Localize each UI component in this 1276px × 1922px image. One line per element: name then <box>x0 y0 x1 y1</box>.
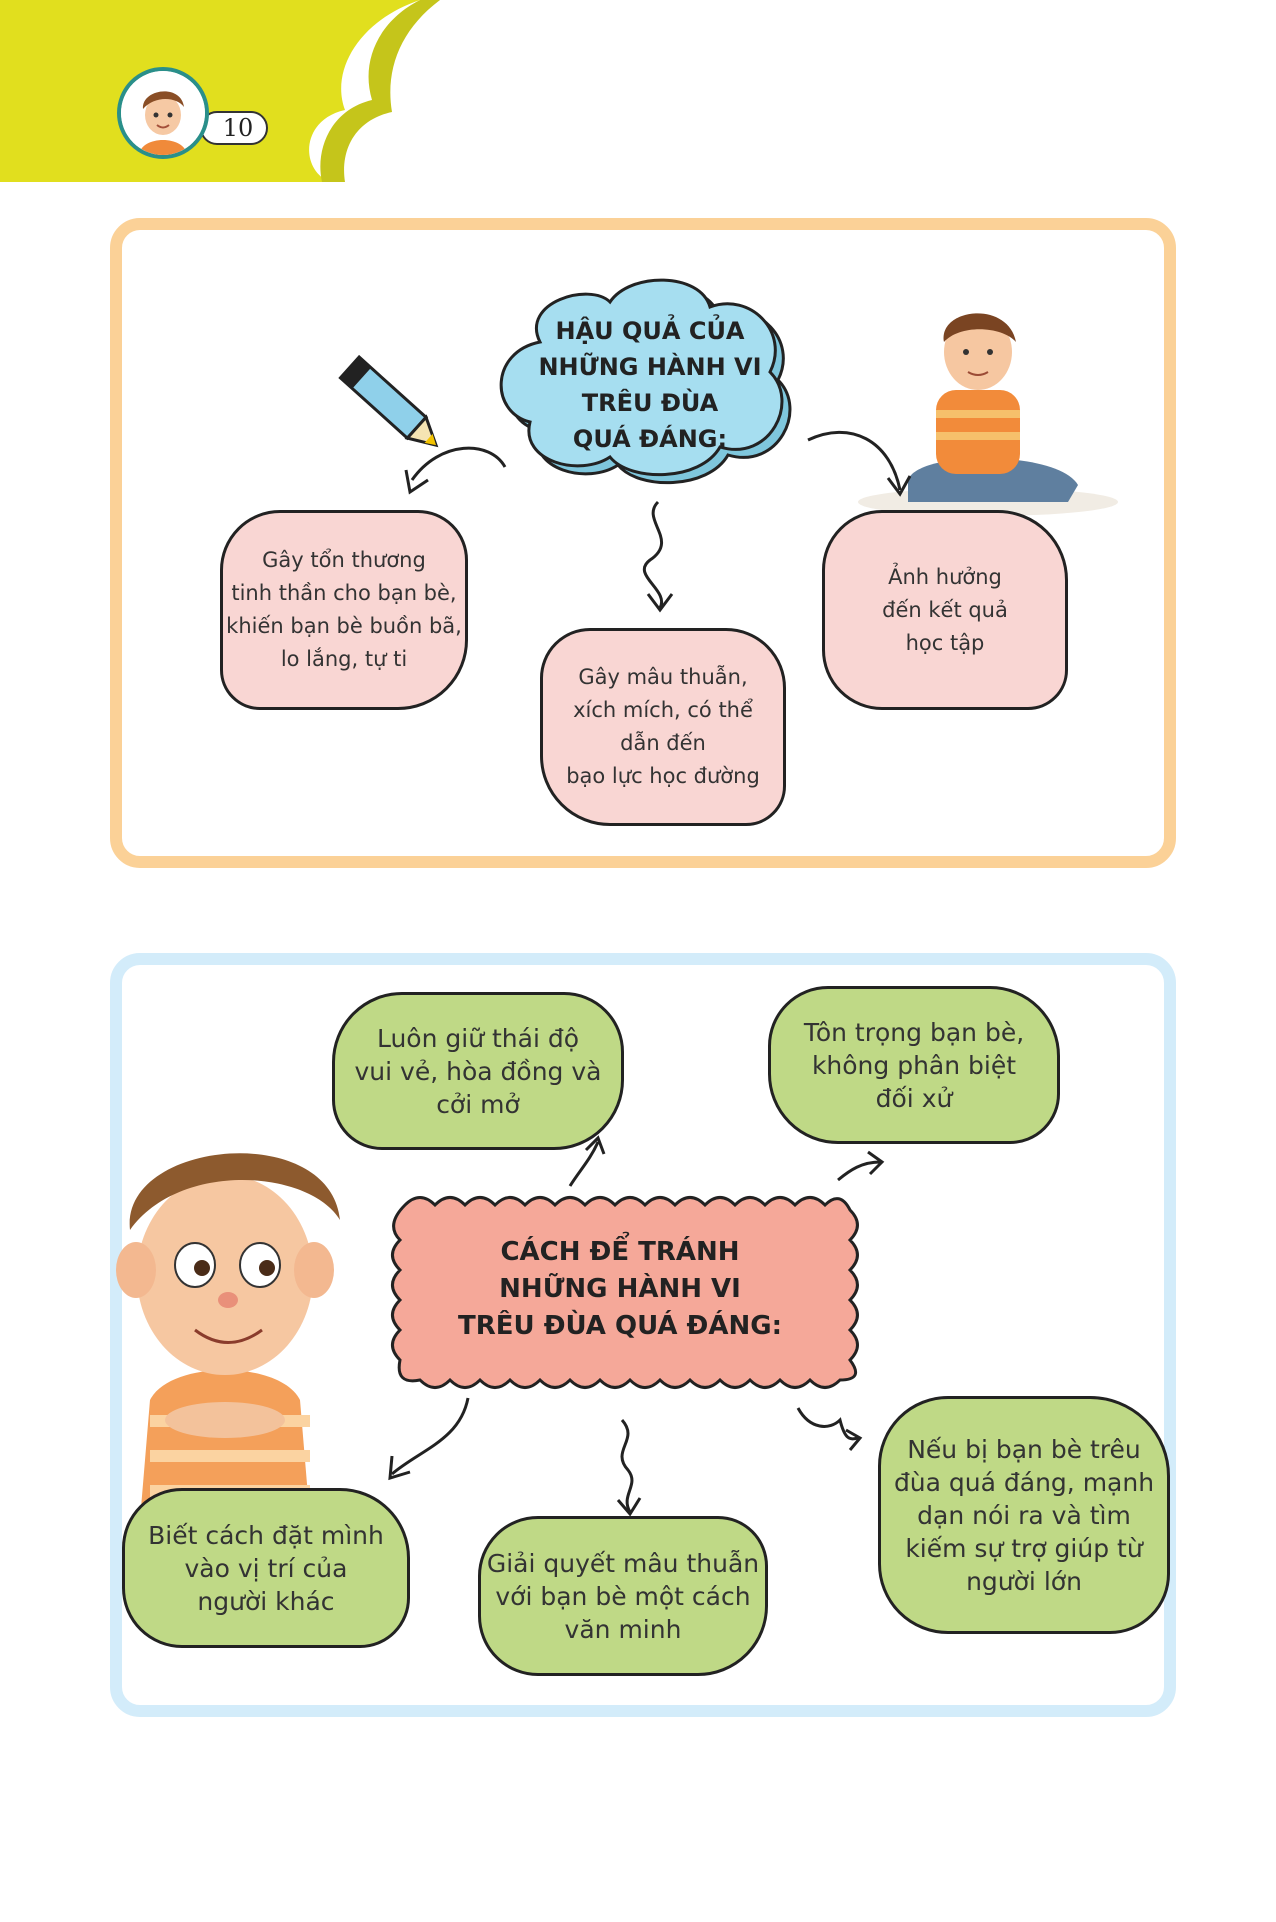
avoidance-box-speak-up: Nếu bị bạn bè trêu đùa quá đáng, mạnh dạn nói ra và tìm kiếm sự trợ giúp từ người lớn <box>878 1396 1170 1634</box>
avoidance-box-attitude: Luôn giữ thái độ vui vẻ, hòa đồng và cởi mở <box>332 992 624 1150</box>
avoidance-box-respect: Tôn trọng bạn bè, không phân biệt đối xử <box>768 986 1060 1144</box>
avoidance-box-resolve: Giải quyết mâu thuẫn với bạn bè một cách văn minh <box>478 1516 768 1676</box>
consequence-box-emotional: Gây tổn thương tinh thần cho bạn bè, khiến bạn bè buồn bã, lo lắng, tự ti <box>220 510 468 710</box>
page-number: 10 <box>200 111 268 145</box>
consequence-box-conflict: Gây mâu thuẫn, xích mích, có thể dẫn đến bạo lực học đường <box>540 628 786 826</box>
consequence-box-study: Ảnh hưởng đến kết quả học tập <box>822 510 1068 710</box>
avoidance-title: CÁCH ĐỂ TRÁNH NHỮNG HÀNH VI TRÊU ĐÙA QUÁ ĐÁNG: <box>458 1237 782 1341</box>
avoidance-box-empathy: Biết cách đặt mình vào vị trí của người khác <box>122 1488 410 1648</box>
consequences-title: HẬU QUẢ CỦA NHỮNG HÀNH VI TRÊU ĐÙA QUÁ ĐÁNG: <box>538 317 762 453</box>
